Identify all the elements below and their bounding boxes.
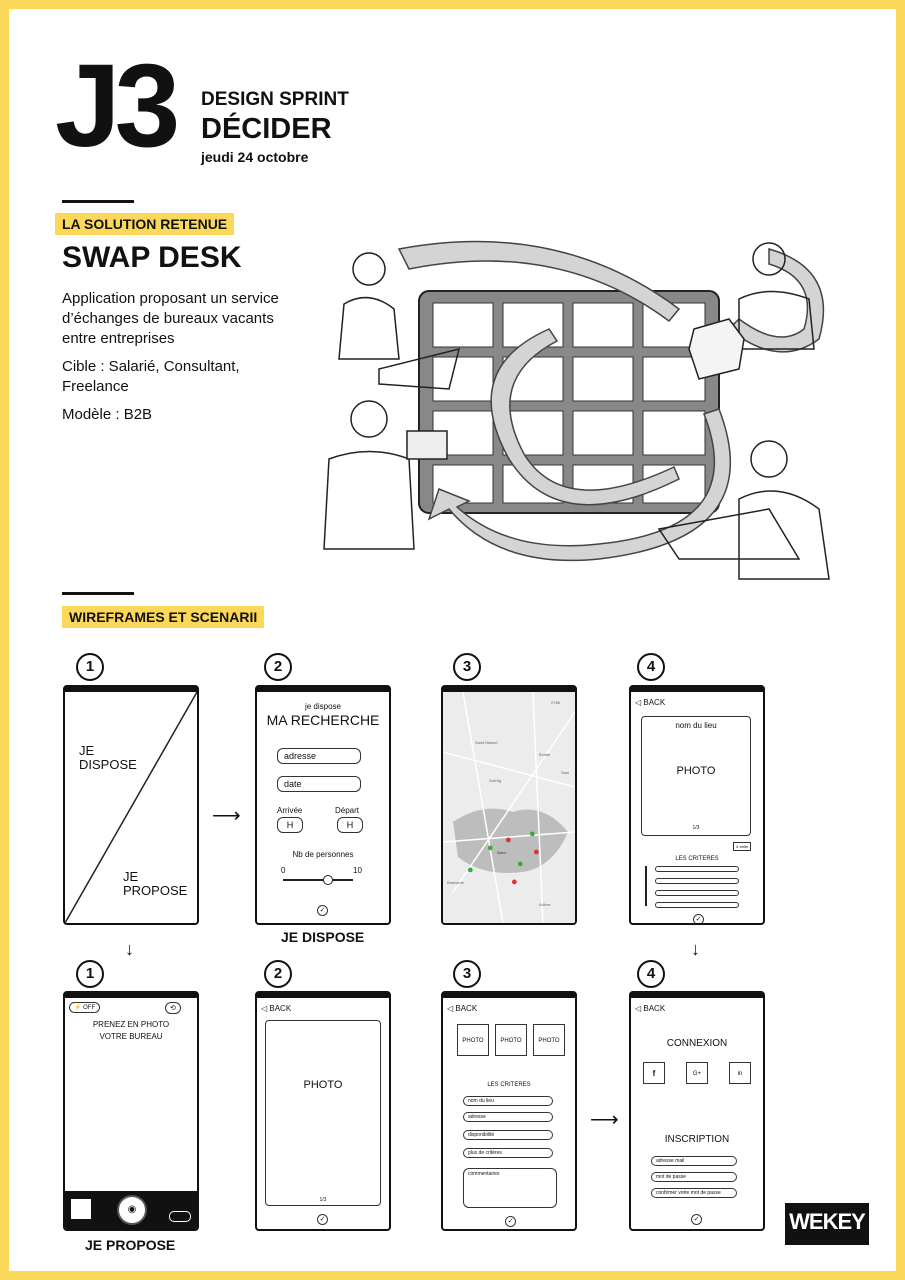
phone-search xyxy=(255,685,391,925)
divider xyxy=(62,200,134,203)
map-label: Éclaté xyxy=(539,752,551,757)
comments-textarea[interactable]: commentaires xyxy=(463,1168,557,1208)
map-pin-available-icon[interactable]: ● xyxy=(467,864,474,876)
criteria-row xyxy=(655,866,739,872)
map-view[interactable] xyxy=(443,692,575,923)
map-label: 2768 xyxy=(551,700,560,705)
arrival-label: Arrivée xyxy=(277,806,303,815)
map-label: Sam xyxy=(561,770,570,775)
facebook-icon[interactable]: f xyxy=(643,1062,665,1084)
map-label: Sclerig xyxy=(489,778,502,783)
email-input[interactable]: adresse mail xyxy=(651,1156,737,1166)
day-number: J3 xyxy=(55,40,175,172)
address-input[interactable]: adresse xyxy=(463,1112,553,1122)
flow-caption: JE PROPOSE xyxy=(85,1237,176,1253)
place-name: nom du lieu xyxy=(675,721,717,730)
step-number: 2 xyxy=(264,653,292,681)
map-label: Adfres xyxy=(539,902,551,907)
confirm-password-input[interactable]: confirmer votre mot de passe xyxy=(651,1188,737,1198)
criteria-scrollbar[interactable] xyxy=(645,866,647,906)
photo-pager: 1/3 xyxy=(319,1197,327,1203)
map-pin-available-icon[interactable]: ● xyxy=(517,858,524,870)
map-pin-occupied-icon[interactable]: ● xyxy=(511,876,518,888)
step-number: 3 xyxy=(453,653,481,681)
google-plus-icon[interactable]: G+ xyxy=(686,1062,708,1084)
back-button[interactable]: ◁ BACK xyxy=(447,1004,478,1013)
flash-toggle[interactable]: ⚡ OFF xyxy=(69,1002,100,1013)
search-subtitle: je dispose xyxy=(304,702,342,711)
phone-login xyxy=(629,991,765,1231)
step-number: 4 xyxy=(637,653,665,681)
back-button[interactable]: ◁ BACK xyxy=(261,1004,292,1013)
gallery-thumbnail[interactable] xyxy=(71,1199,91,1219)
back-button[interactable]: ◁ BACK xyxy=(635,698,666,707)
solution-tag: LA SOLUTION RETENUE xyxy=(55,213,234,235)
more-criteria-input[interactable]: plus de critères xyxy=(463,1148,553,1158)
step-number: 1 xyxy=(76,960,104,988)
photo-frame[interactable] xyxy=(641,716,751,836)
solution-description xyxy=(62,289,282,433)
arrow-down-icon: ↓ xyxy=(691,939,700,959)
photo-pager: 1/3 xyxy=(692,825,700,831)
departure-label: Départ xyxy=(335,806,360,815)
step-number: 3 xyxy=(453,960,481,988)
flash-label: OFF xyxy=(83,1005,96,1011)
step-number: 4 xyxy=(637,960,665,988)
map-label: Nord xyxy=(497,850,506,855)
divider xyxy=(62,592,134,595)
camera-instruction: PRENEZ EN PHOTO xyxy=(92,1020,170,1029)
persons-label: Nb de personnes xyxy=(292,850,354,859)
step-number: 2 xyxy=(264,960,292,988)
photo-slot[interactable]: PHOTO xyxy=(457,1024,489,1056)
map-label: Brasserie xyxy=(447,880,464,885)
description-text: Application proposant un service d’échanges de bureaux vacants entre entreprises xyxy=(62,290,279,347)
target-text: Cible : Salarié, Consultant, Freelance xyxy=(62,358,240,395)
password-input[interactable]: mot de passe xyxy=(651,1172,737,1182)
status-badge: 4 veille xyxy=(733,842,751,851)
map-pin-occupied-icon[interactable]: ● xyxy=(533,846,540,858)
dispose-option[interactable]: JE DISPOSE xyxy=(79,743,137,772)
shutter-camera-icon[interactable]: ◉ xyxy=(117,1195,147,1225)
swap-desk-illustration xyxy=(299,209,859,589)
flow-caption: JE DISPOSE xyxy=(281,929,365,945)
photo-slot[interactable]: PHOTO xyxy=(495,1024,527,1056)
arrow-right-icon: ⟶ xyxy=(212,805,241,827)
map-pin-occupied-icon[interactable]: ● xyxy=(505,834,512,846)
date-input[interactable]: date xyxy=(277,776,361,792)
search-title: MA RECHERCHE xyxy=(266,712,380,728)
phone-camera xyxy=(63,991,199,1231)
inscription-title: INSCRIPTION xyxy=(664,1134,730,1145)
step-number: 1 xyxy=(76,653,104,681)
criteria-row xyxy=(655,902,739,908)
poster xyxy=(9,9,896,1271)
phone-choice xyxy=(63,685,199,925)
switch-camera-icon[interactable]: ⟲ xyxy=(165,1002,181,1014)
map-label: Saint Maurel xyxy=(475,740,498,745)
back-label: BACK xyxy=(643,1004,666,1013)
back-button[interactable]: ◁ BACK xyxy=(635,1004,666,1013)
confirm-icon[interactable]: ✓ xyxy=(691,1214,702,1225)
model-text: Modèle : B2B xyxy=(62,406,153,423)
slider-max: 10 xyxy=(353,866,362,875)
phone-detail xyxy=(629,685,765,925)
back-label: BACK xyxy=(455,1004,478,1013)
photo-label: PHOTO xyxy=(676,765,716,777)
confirm-icon[interactable]: ✓ xyxy=(317,1214,328,1225)
arrow-right-icon: ⟶ xyxy=(590,1109,619,1131)
wireframes-tag: WIREFRAMES ET SCENARII xyxy=(62,606,264,628)
sprint-label: DESIGN SPRINT xyxy=(201,89,349,110)
phone-photo xyxy=(255,991,391,1231)
arrow-down-icon: ↓ xyxy=(125,939,134,959)
criteria-title: LES CRITERES xyxy=(675,856,719,862)
confirm-icon[interactable]: ✓ xyxy=(505,1216,516,1227)
video-toggle[interactable] xyxy=(169,1211,191,1222)
solution-title: SWAP DESK xyxy=(62,241,242,274)
departure-hour-input[interactable]: H xyxy=(337,817,363,833)
criteria-title: LES CRITERES xyxy=(487,1082,531,1088)
connexion-title: CONNEXION xyxy=(666,1038,728,1049)
phase-title: DÉCIDER xyxy=(201,113,332,145)
photo-slot[interactable]: PHOTO xyxy=(533,1024,565,1056)
date-label: jeudi 24 octobre xyxy=(201,149,309,165)
map-pin-available-icon[interactable]: ● xyxy=(487,842,494,854)
linkedin-icon[interactable]: in xyxy=(729,1062,751,1084)
logo-text: WEKEY xyxy=(789,1209,865,1234)
place-name-input[interactable]: nom du lieu xyxy=(463,1096,553,1106)
address-input[interactable]: adresse xyxy=(277,748,361,764)
persons-slider[interactable] xyxy=(283,879,353,881)
criteria-row xyxy=(655,878,739,884)
back-label: BACK xyxy=(269,1004,292,1013)
back-label: BACK xyxy=(643,698,666,707)
photo-frame[interactable] xyxy=(265,1020,381,1206)
phone-map xyxy=(441,685,577,925)
camera-instruction: VOTRE BUREAU xyxy=(99,1032,163,1041)
camera-toolbar xyxy=(65,1191,197,1229)
wekey-logo xyxy=(785,1203,869,1245)
confirm-icon[interactable]: ✓ xyxy=(693,914,704,925)
availability-input[interactable]: disponibilité xyxy=(463,1130,553,1140)
photo-label: PHOTO xyxy=(303,1079,343,1091)
criteria-row xyxy=(655,890,739,896)
arrival-hour-input[interactable]: H xyxy=(277,817,303,833)
map-pin-available-icon[interactable]: ● xyxy=(529,828,536,840)
slider-min: 0 xyxy=(281,866,286,875)
confirm-icon[interactable]: ✓ xyxy=(317,905,328,916)
phone-form xyxy=(441,991,577,1231)
propose-option[interactable]: JE PROPOSE xyxy=(123,869,188,898)
slider-handle[interactable] xyxy=(323,875,333,885)
